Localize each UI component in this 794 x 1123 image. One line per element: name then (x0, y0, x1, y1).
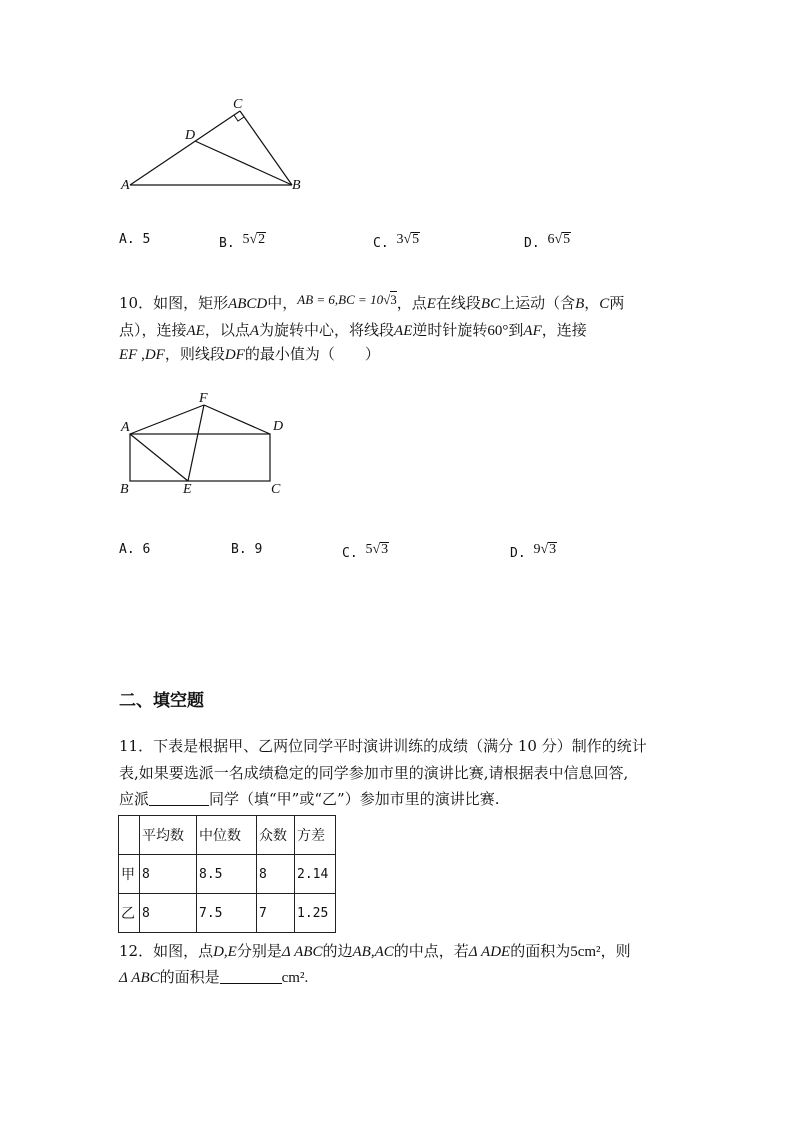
sqrt-coefficient: 6 (547, 232, 555, 247)
q10-choice-b (231, 542, 262, 557)
table-cell: 7 (257, 894, 295, 933)
choice-letter: A. (119, 232, 135, 247)
q10-label-e: E (183, 482, 192, 497)
choice-value: 5 (142, 232, 151, 247)
table-cell: 1.25 (295, 894, 336, 933)
table-header-cell: 众数 (257, 816, 295, 855)
table-header-cell (119, 816, 140, 855)
segment-fe (188, 405, 204, 481)
sqrt-radicand: 3 (381, 542, 389, 557)
q10-choice-d: D. 9√3 (510, 542, 557, 561)
q9-choice-d: D. 6√5 (524, 232, 571, 251)
q12-text: ，则 (600, 942, 631, 960)
table-cell: 2.14 (295, 855, 336, 894)
segment-fd (204, 405, 270, 434)
q10-line-1: 10．如图，矩形ABCD中，AB = 6,BC = 10√3，点E在线段BC上运动（含B，C两 (119, 292, 625, 312)
q10-angle: 60° (487, 323, 509, 339)
sqrt-radicand: 3 (549, 542, 557, 557)
q11-line-2: 表,如果要选派一名成绩稳定的同学参加市里的演讲比赛,请根据表中信息回答, (119, 764, 629, 782)
q12-sides-ab-ac: AB,AC (352, 944, 394, 960)
choice-letter: C. (342, 546, 358, 561)
sqrt-radicand: 5 (563, 232, 571, 247)
q10-text: 在线段 (435, 294, 481, 312)
table-header-cell: 平均数 (140, 816, 197, 855)
rectangle-abcd (130, 434, 270, 481)
q10-label-a: A (121, 420, 130, 435)
segment-cb (240, 111, 292, 185)
q10-segment-ae: AE (186, 323, 205, 339)
table-cell: 甲 (119, 855, 140, 894)
q10-choice-c: C. 5√3 (342, 542, 389, 561)
sqrt-coefficient: 3 (396, 232, 404, 247)
q12-text: 的边 (322, 942, 353, 960)
table-row (119, 894, 336, 933)
q12-unit: cm². (281, 970, 309, 986)
q10-label-b: B (120, 482, 129, 497)
q10-text: 中， (267, 294, 298, 312)
segment-db (195, 141, 292, 185)
table-header-row (119, 816, 336, 855)
q9-label-a: A (121, 178, 130, 193)
q11-answer-blank[interactable] (149, 791, 209, 806)
choice-letter: B. (219, 236, 235, 251)
q9-label-b: B (292, 178, 301, 193)
q10-text: 点），连接 (119, 321, 187, 339)
q9-choice-b: B. 5√2 (219, 232, 266, 251)
q9-label-c: C (233, 97, 243, 112)
q10-label-f: F (199, 391, 208, 406)
sqrt-coefficient: 9 (533, 542, 541, 557)
table-header-cell: 中位数 (197, 816, 257, 855)
q10-text: ，以点 (204, 321, 250, 339)
q10-segment-ae: AE (394, 323, 413, 339)
q10-label-d: D (273, 419, 284, 434)
q10-text: 10．如图，矩形 (119, 294, 229, 312)
table-cell: 乙 (119, 894, 140, 933)
choice-letter: D. (524, 236, 540, 251)
q12-text: 的中点，若 (393, 942, 469, 960)
q12-text: 的面积是 (159, 968, 220, 986)
q12-line-2 (119, 965, 308, 990)
q10-text: ，点 (396, 294, 427, 312)
q12-text: 的面积为 (510, 942, 571, 960)
table-row (119, 855, 336, 894)
table-cell: 7.5 (197, 894, 257, 933)
q10-text: 上运动（含 (500, 294, 576, 312)
q11-stats-table (118, 815, 336, 933)
sqrt-coefficient: 5 (365, 542, 373, 557)
q11-line-1: 11．下表是根据甲、乙两位同学平时演讲训练的成绩（满分 10 分）制作的统计 (119, 737, 647, 755)
q12-points-de: D,E (213, 944, 237, 960)
segment-ae (130, 434, 188, 481)
choice-value: 6 (142, 542, 151, 557)
table-cell: 8.5 (197, 855, 257, 894)
q10-text: 的最小值为（ ） (244, 345, 380, 363)
q10-text: 到 (508, 321, 524, 339)
sqrt-radicand: 5 (412, 232, 420, 247)
q12-area-value: 5cm² (570, 944, 601, 960)
choice-letter: D. (510, 546, 526, 561)
q10-segment-df: DF (224, 347, 245, 363)
q10-line-2 (119, 318, 587, 343)
q10-segments-ef-df: EF ,DF (119, 347, 165, 363)
q9-label-d: D (185, 128, 196, 143)
q11-text: 应派 (119, 790, 150, 808)
table-cell: 8 (140, 855, 197, 894)
section-title-fill-in: 二、填空题 (119, 691, 204, 711)
choice-letter: A. (119, 542, 135, 557)
q11-line-3 (119, 787, 499, 811)
table-cell: 8 (140, 894, 197, 933)
q12-line-1 (119, 939, 631, 964)
q9-triangle-figure (110, 95, 320, 200)
q10-rect-name: ABCD (228, 296, 268, 312)
table-cell: 8 (257, 855, 295, 894)
q10-text: ，则线段 (164, 345, 225, 363)
q12-triangle-abc: Δ ABC (281, 944, 323, 960)
q10-text: ，连接 (541, 321, 587, 339)
q12-answer-blank[interactable] (220, 969, 282, 984)
q10-given-values: AB = 6,BC = 10 (297, 292, 384, 307)
q9-choice-c: C. 3√5 (373, 232, 420, 251)
q10-radicand: 3 (390, 292, 397, 307)
right-angle-mark (234, 115, 244, 121)
segment-af (130, 405, 204, 434)
q12-text: 12．如图，点 (119, 942, 214, 960)
q12-triangle-abc: Δ ABC (119, 970, 160, 986)
q10-point-a: A (249, 323, 260, 339)
q10-point-b: B (575, 296, 585, 312)
sqrt-coefficient: 5 (242, 232, 250, 247)
q10-text: 逆时针旋转 (412, 321, 488, 339)
q10-rectangle-figure (120, 395, 290, 490)
sqrt-radicand: 2 (258, 232, 266, 247)
q10-text: ， (584, 294, 600, 312)
q10-text: 为旋转中心，将线段 (259, 321, 395, 339)
q12-triangle-ade: Δ ADE (468, 944, 511, 960)
choice-value: 9 (254, 542, 263, 557)
q9-choice-a (119, 232, 150, 247)
q10-point-e: E (426, 296, 436, 312)
q10-label-c: C (271, 482, 281, 497)
q10-text: 两 (609, 294, 625, 312)
q12-text: 分别是 (236, 942, 282, 960)
q10-point-c: C (599, 296, 610, 312)
q10-segment-bc: BC (480, 296, 501, 312)
table-header-cell: 方差 (295, 816, 336, 855)
choice-letter: B. (231, 542, 247, 557)
segment-ac (130, 111, 240, 185)
q10-line-3 (119, 342, 380, 367)
q10-segment-af: AF (523, 323, 542, 339)
q10-choice-a (119, 542, 150, 557)
q11-text: 同学（填“甲”或“乙”）参加市里的演讲比赛. (209, 790, 500, 808)
choice-letter: C. (373, 236, 389, 251)
